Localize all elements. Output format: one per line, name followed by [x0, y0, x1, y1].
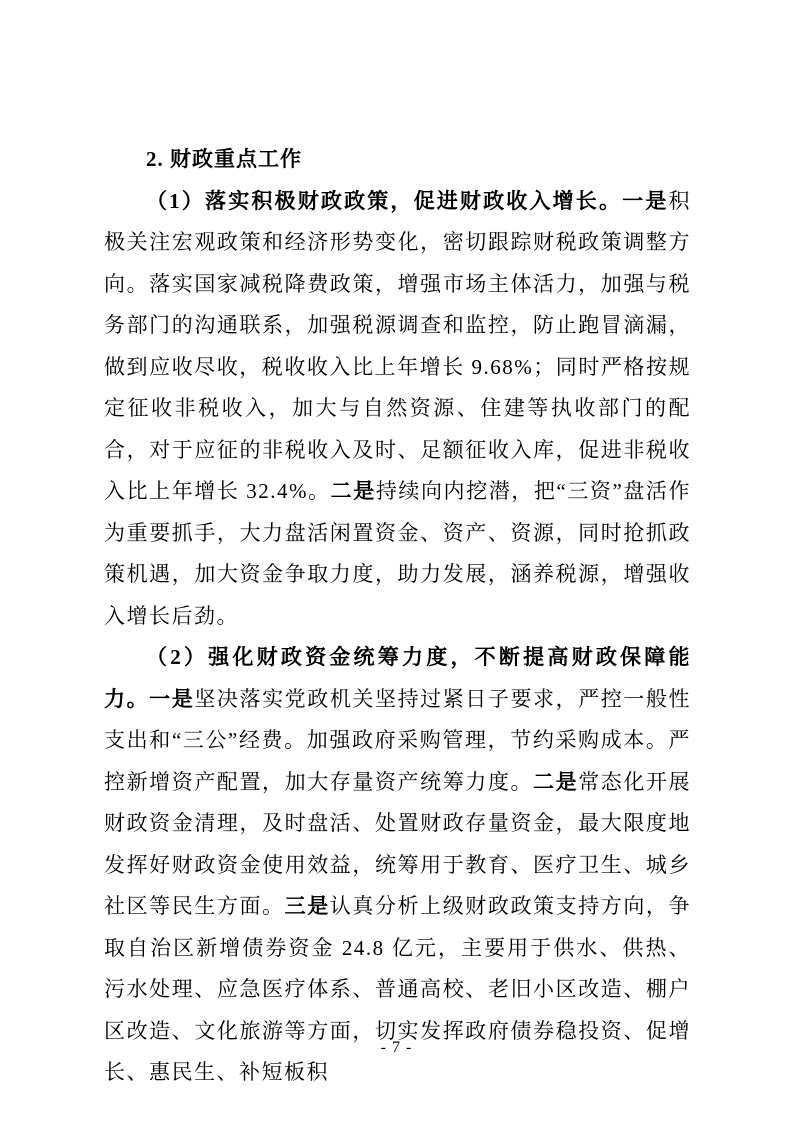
text-run: 持续向内挖潜，把“三资”盘活作为重要抓手，大力盘活闲置资金、资产、资源，同时抢抓政策机遇，加大资金争取力度，助力发展，涵养税源，增强收入增长后劲。	[104, 479, 692, 628]
paragraph	[104, 181, 691, 638]
text-run: 坚决落实党政机关坚持过紧日子要求，严控一般性支出和“三公”经费。加强政府采购管理，节约采购成本。严控新增资产配置，加大存量资产统筹力度。	[104, 686, 692, 794]
page-number: - 7 -	[380, 1039, 413, 1056]
document-content	[104, 139, 691, 1094]
bold-text-run: （2）强化财政资金统筹力度，不断提高财政保障能力。	[104, 645, 691, 711]
bold-text-run: 三是	[284, 894, 330, 918]
document-body	[104, 181, 691, 1094]
bold-text-run: 一是	[149, 686, 195, 711]
bold-text-run: 二是	[330, 479, 376, 503]
text-run: 认真分析上级财政政策支持方向，争取自治区新增债券资金 24.8 亿元，主要用于供水、供热、污水处理、应急医疗体系、普通高校、老旧小区改造、棚户区改造、文化旅游等方面，切实发挥政府债券稳投资、促增长、惠民生、补短板积	[104, 894, 692, 1084]
text-run: 常态化开展财政资金清理，及时盘活、处置财政存量资金，最大限度地发挥好财政资金使用效益，统筹用于教育、医疗卫生、城乡社区等民生方面。	[104, 769, 692, 918]
text-run: 积极关注宏观政策和经济形势变化，密切跟踪财税政策调整方向。落实国家减税降费政策，增强市场主体活力，加强与税务部门的沟通联系，加强税源调查和监控，防止跑冒滴漏，做到应收尽收，税收收入比上年增长 9.68%；同时严格按规定征收非税收入，加大与自然资源、住建等执收部门的配合，对于应征的非税收入及时、足额征收入库，促进非税收入比上年增长 32.4%。	[104, 188, 692, 503]
paragraph	[104, 637, 691, 1094]
section-heading: 2. 财政重点工作	[146, 147, 302, 171]
bold-text-run: 一是	[622, 188, 669, 213]
bold-text-run: 二是	[533, 769, 579, 794]
bold-text-run: （1）落实积极财政政策，促进财政收入增长。	[146, 188, 623, 213]
